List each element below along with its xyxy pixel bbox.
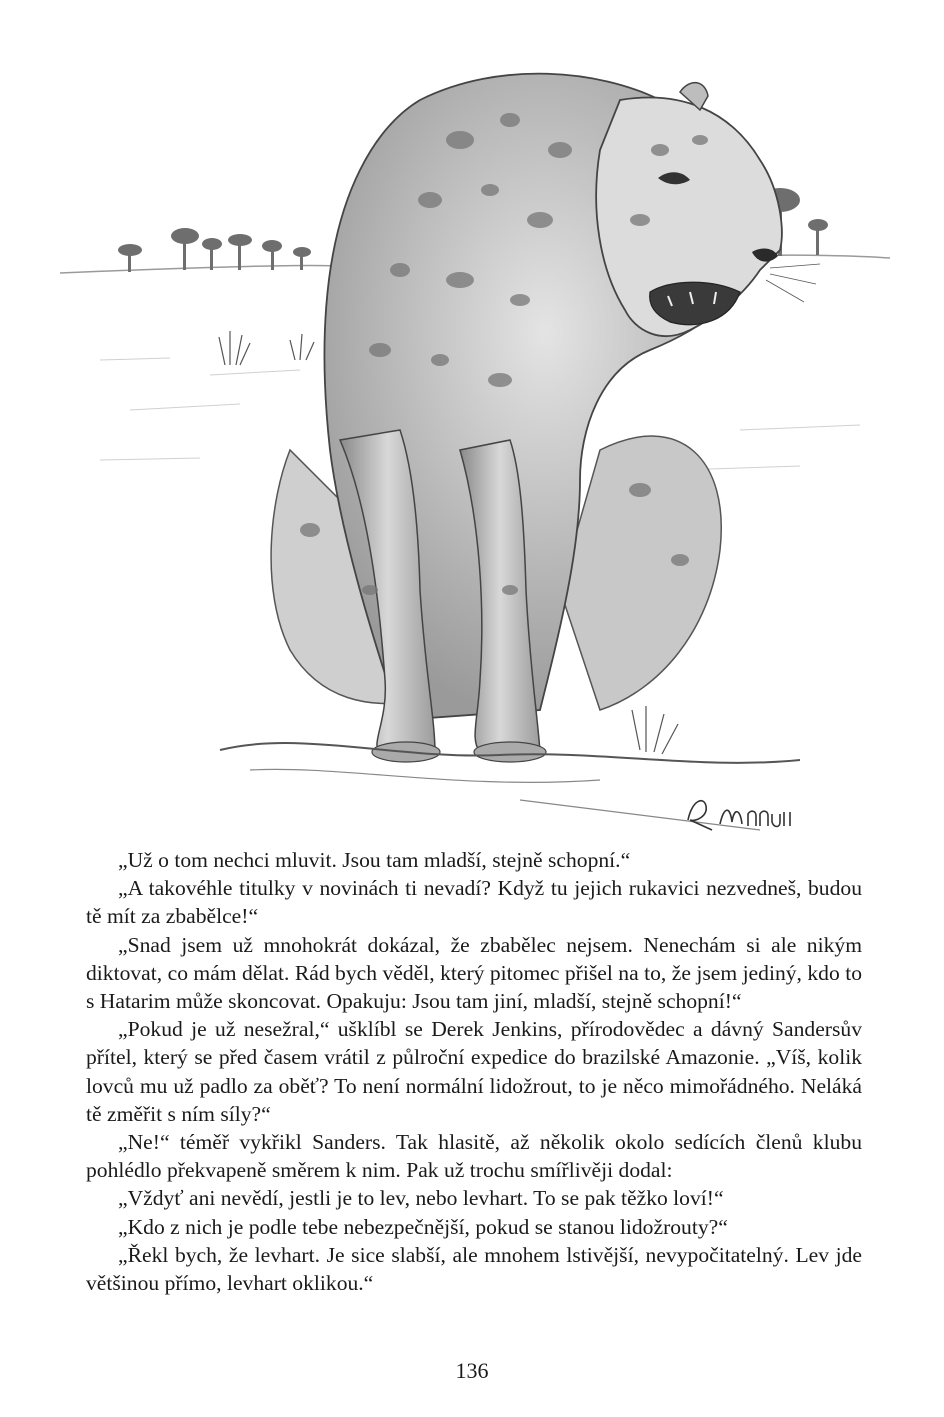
paragraph: „A takovéhle titulky v novinách ti nevadí? Když tu jejich rukavici nezvedneš, budou tě mít za zbabělce!“ xyxy=(86,876,862,929)
page-number: 136 xyxy=(455,1358,489,1383)
leopard xyxy=(271,74,820,762)
body-text xyxy=(86,846,862,1297)
paragraph: „Pokud je už nesežral,“ ušklíbl se Derek Jenkins, přírodovědec a dávný Sandersův přítel, který se před časem vrátil z půlroční expedice do brazilské Amazonie. „Víš, kolik lovců mu už padlo za oběť? To není normální lidožrout, to je něco mimořádného. Neláká tě změřit s ním síly?“ xyxy=(86,1017,862,1126)
paragraph: „Řekl bych, že levhart. Je sice slabší, ale mnohem lstivější, nevypočitatelný. Lev jde většinou přímo, levhart oklikou.“ xyxy=(86,1242,862,1296)
paragraph: „Kdo z nich je podle tebe nebezpečnější, pokud se stanou lidožrouty?“ xyxy=(118,1214,728,1239)
leopard-illustration xyxy=(40,30,904,845)
paragraph: „Už o tom nechci mluvit. Jsou tam mladší, stejně schopní.“ xyxy=(118,848,631,872)
paragraph: „Ne!“ téměř vykřikl Sanders. Tak hlasitě, až několik okolo sedících členů klubu pohlédlo překvapeně směrem k nim. Pak už trochu smířlivěji dodal: xyxy=(86,1130,862,1183)
paragraph: „Vždyť ani nevědí, jestli je to lev, nebo levhart. To se pak těžko loví!“ xyxy=(118,1186,724,1211)
artist-signature xyxy=(688,801,790,830)
paragraph: „Snad jsem už mnohokrát dokázal, že zbabělec nejsem. Nenechám si ale nikým diktovat, co mám dělat. Rád bych věděl, který pitomec přišel na to, že jsem jediný, kdo to s Hatarim může skoncovat. Opakuju: Jsou tam jiní, mladší, stejně schopní!“ xyxy=(86,932,862,1014)
